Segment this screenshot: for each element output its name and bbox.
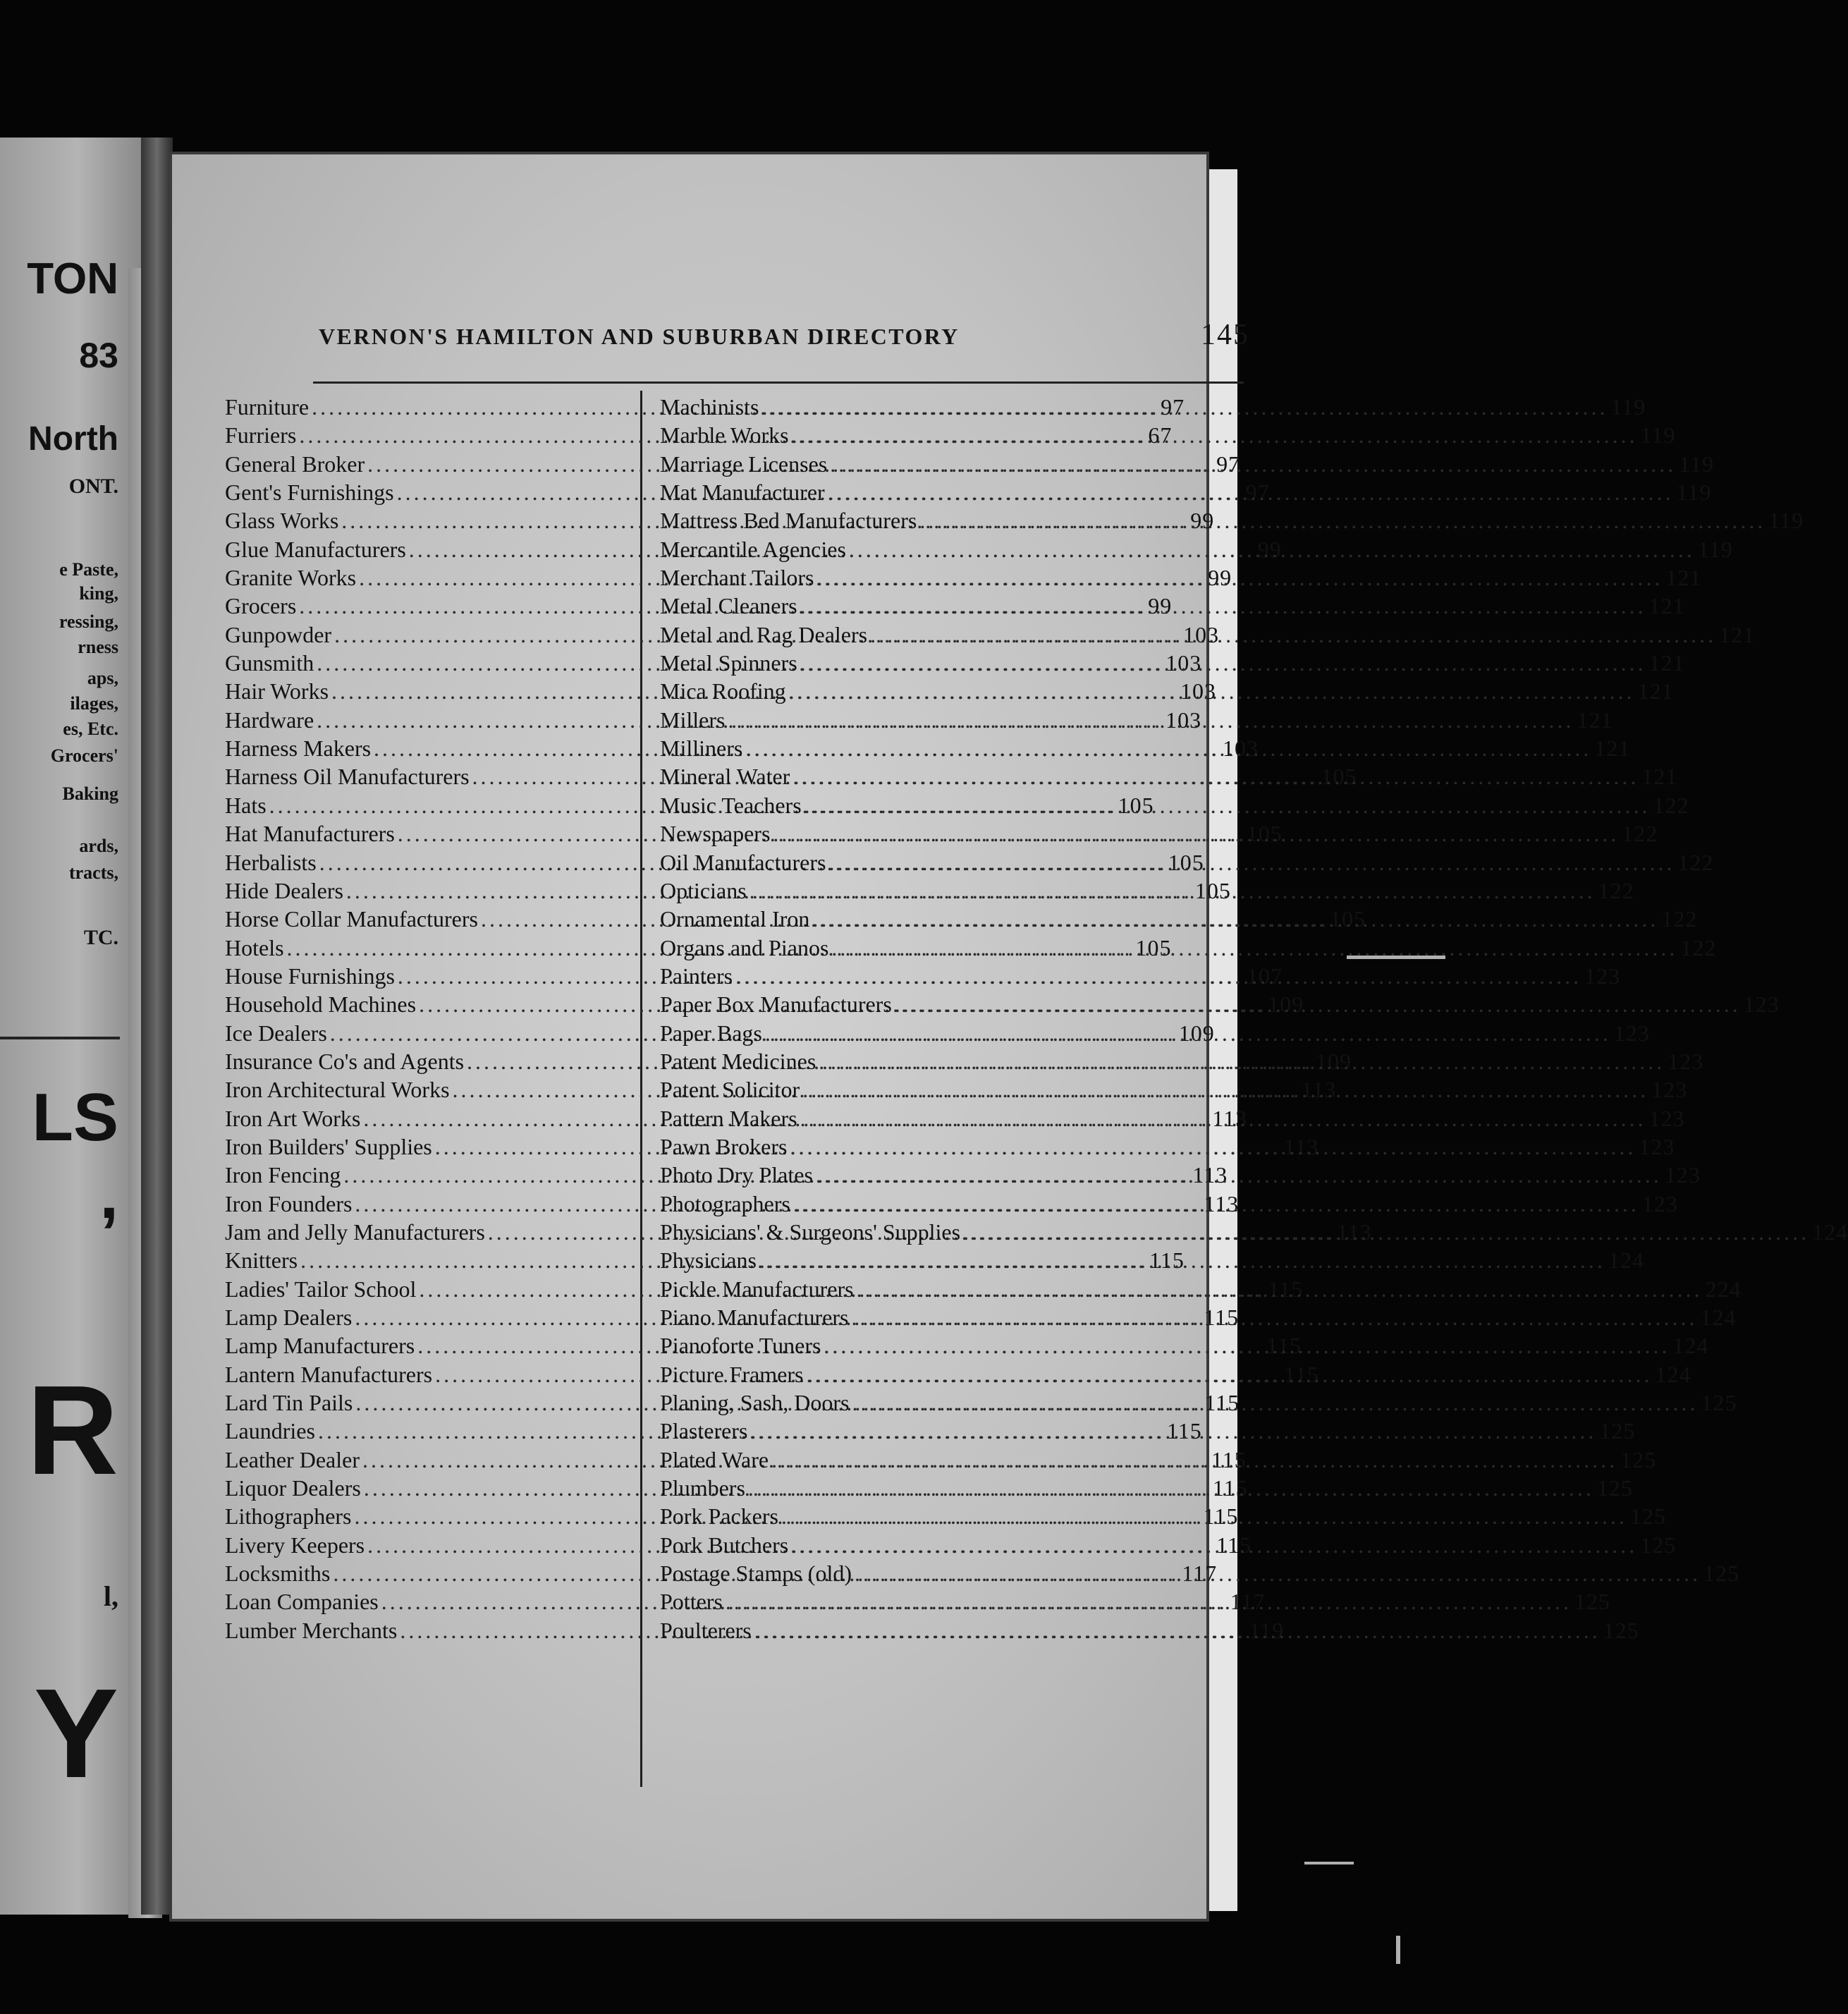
entry-page-number: 119 [1679,451,1715,477]
entry-page-number: 113 [1192,1162,1228,1188]
entry-name: Hide Dealers [225,877,343,903]
entry-page-number: 122 [1680,934,1717,960]
entry-name: Mat Manufacturer [660,480,825,506]
dot-leader [802,1077,1648,1103]
entry-name: Leather Dealer [225,1446,360,1472]
entry-page-number: 115 [1212,1475,1248,1501]
entry-page-number: 109 [1178,1020,1215,1046]
entry-name: Marble Works [660,422,789,448]
entry-name: Organs and Pianos [660,934,829,960]
entry-page-number: 121 [1641,764,1678,790]
entry-page-number: 119 [1610,394,1646,420]
entry-name: Glue Manufacturers [225,536,406,562]
entry-page-number: 123 [1664,1162,1701,1188]
entry-name: Pork Butchers [660,1532,789,1558]
dot-leader [828,850,1675,876]
dot-leader [749,878,1596,904]
adjacent-page-text: aps, [87,668,118,688]
entry-name: Piano Manufacturers [660,1305,849,1330]
adjacent-page-text: tracts, [68,862,118,883]
dot-leader [759,1247,1605,1274]
entry-page-number: 121 [1594,736,1631,762]
entry-name: Picture Framers [660,1361,804,1387]
entry-page-number: 67 [1148,422,1173,448]
entry-name: Locksmiths [225,1561,331,1587]
entry-page-number: 99 [1148,593,1173,619]
entry-page-number: 121 [1648,650,1685,676]
entry-page-number: 121 [1577,707,1613,733]
entry-page-number: 125 [1629,1503,1666,1530]
entry-page-number: 122 [1622,821,1658,847]
entry-page-number: 109 [1268,991,1304,1018]
entry-name: Paper Box Manufacturers [660,991,892,1018]
entry-name: Potters [660,1589,723,1615]
entry-page-number: 105 [1194,877,1231,903]
entry-name: Machinists [660,394,759,420]
entry-name: General Broker [225,451,365,477]
entry-page-number: 117 [1230,1589,1266,1615]
entry-page-number: 105 [1118,792,1154,818]
dot-leader [895,991,1741,1018]
entry-name: Metal Spinners [660,650,797,676]
entry-page-number: 124 [1608,1247,1644,1274]
entry-page-number: 119 [1249,1617,1285,1643]
entry-page-number: 125 [1574,1589,1610,1615]
entry-page-number: 99 [1257,536,1282,562]
page-number: 145 [1201,319,1249,351]
entry-name: Horse Collar Manufacturers [225,906,478,932]
entry-name: Furriers [225,422,297,448]
entry-name: Lard Tin Pails [225,1390,353,1416]
entry-page-number: 119 [1697,536,1733,562]
entry-name: Livery Keepers [225,1532,365,1558]
page-header-title: VERNON'S HAMILTON AND SUBURBAN DIRECTORY [319,324,960,349]
entry-name: House Furnishings [225,963,395,989]
entry-page-number: 99 [1208,565,1232,591]
entry-name: Mica Roofing [660,678,786,704]
entry-name: Postage Stamps (old) [660,1561,852,1587]
entry-page-number: 113 [1212,1105,1248,1131]
dot-leader [791,1532,1637,1558]
entry-page-number: 125 [1703,1561,1739,1587]
entry-page-number: 115 [1284,1361,1319,1387]
entry-name: Pattern Makers [660,1105,797,1131]
entry-page-number: 119 [1768,508,1804,534]
entry-name: Planing, Sash, Doors [660,1390,850,1416]
dot-leader [761,394,1608,420]
entry-page-number: 121 [1665,565,1702,591]
entry-page-number: 117 [1182,1561,1218,1587]
adjacent-page-fragment [0,138,141,1915]
entry-page-number: 103 [1223,736,1259,762]
entry-page-number: 121 [1719,621,1756,647]
entry-name: Poulterers [660,1617,752,1643]
entry-page-number: 125 [1596,1475,1633,1501]
dot-leader [726,1589,1572,1615]
dot-leader [851,1305,1697,1331]
entry-name: Patent Solicitor [660,1077,800,1103]
entry-page-number: 97 [1245,480,1270,506]
dot-leader [728,707,1574,733]
entry-page-number: 107 [1246,963,1283,989]
entry-page-number: 109 [1316,1048,1352,1074]
entry-page-number: 125 [1701,1390,1737,1416]
entry-name: Granite Works [225,565,357,591]
entry-name: Gunpowder [225,621,332,647]
entry-page-number: 115 [1149,1247,1185,1274]
adjacent-page-text: 83 [79,336,118,375]
entry-name: Milliners [660,736,743,762]
entry-name: Hat Manufacturers [225,821,395,847]
adjacent-page-text: es, Etc. [63,719,118,739]
adjacent-page-text: Baking [62,783,118,804]
entry-page-number: 103 [1183,621,1220,647]
dot-leader [771,1447,1617,1473]
entry-page-number: 123 [1641,1190,1678,1216]
entry-page-number: 105 [1168,849,1204,875]
entry-page-number: 105 [1135,934,1172,960]
dot-leader [750,1418,1596,1444]
entry-name: Ladies' Tailor School [225,1276,417,1302]
entry-name: Lamp Dealers [225,1305,353,1330]
entry-name: Loan Companies [225,1589,379,1615]
book-gutter [141,138,173,1915]
scan-artifact [1347,956,1445,959]
entry-page-number: 123 [1639,1133,1675,1159]
entry-page-number: 122 [1677,849,1714,875]
adjacent-page-text: LS [32,1080,118,1155]
header-rule [313,382,1244,384]
dot-leader [793,1191,1639,1217]
entry-name: Hats [225,792,267,818]
entry-name: Iron Founders [225,1190,353,1216]
dot-leader [754,1618,1601,1644]
entry-name: Ornamental Iron [660,906,810,932]
entry-page-number: 123 [1613,1020,1650,1046]
entry-page-number: 115 [1211,1446,1247,1472]
adjacent-page-text: ilages, [70,693,118,714]
entry-name: Household Machines [225,991,417,1018]
entry-name: Mercantile Agencies [660,536,846,562]
entry-name: Hair Works [225,678,329,704]
dot-leader [773,821,1619,847]
entry-page-number: 124 [1655,1361,1691,1387]
dot-leader [792,422,1638,448]
entry-page-number: 121 [1637,678,1674,704]
dot-leader [800,1106,1646,1132]
entry-name: Opticians [660,877,747,903]
entry-page-number: 122 [1598,877,1634,903]
entry-page-number: 124 [1672,1333,1709,1359]
entry-name: Pianoforte Tuners [660,1333,821,1359]
entry-name: Harness Makers [225,736,372,762]
entry-name: Merchant Tailors [660,565,814,591]
adjacent-page-text: ards, [79,836,118,856]
entry-page-number: 123 [1648,1105,1685,1131]
entry-page-number: 119 [1640,422,1676,448]
entry-page-number: 105 [1329,906,1366,932]
entry-name: Insurance Co's and Agents [225,1048,465,1074]
dot-leader [855,1561,1701,1587]
entry-name: Hotels [225,934,284,960]
entry-name: Pickle Manufacturers [660,1276,854,1302]
entry-page-number: 113 [1336,1219,1372,1245]
entry-page-number: 125 [1603,1617,1639,1643]
entry-page-number: 99 [1190,508,1215,534]
entry-page-number: 113 [1283,1133,1319,1159]
entry-name: Mineral Water [660,764,790,790]
entry-page-number: 115 [1204,1305,1240,1330]
entry-name: Lantern Manufacturers [225,1361,433,1387]
adjacent-page-text: TON [27,255,118,303]
dot-leader [819,1049,1665,1075]
entry-name: Metal and Rag Dealers [660,621,868,647]
adjacent-page-text: rness [78,637,118,657]
entry-page-number: 123 [1743,991,1780,1018]
entry-name: Paper Bags [660,1020,762,1046]
entry-name: Plasterers [660,1418,748,1444]
entry-name: Painters [660,963,733,989]
dot-leader [816,565,1663,591]
entry-name: Glass Works [225,508,339,534]
adjacent-page-text: e Paste, [59,559,118,580]
entry-page-number: 123 [1651,1077,1688,1103]
adjacent-page-text: North [28,420,118,458]
entry-name: Gent's Furnishings [225,480,394,506]
entry-page-number: 124 [1812,1219,1848,1245]
entry-page-number: 115 [1266,1333,1302,1359]
adjacent-page-text: ONT. [68,475,118,498]
dot-leader [849,537,1695,563]
entry-page-number: 115 [1268,1276,1304,1302]
entry-page-number: 115 [1204,1390,1240,1416]
entry-page-number: 123 [1668,1048,1704,1074]
entry-name: Marriage Licenses [660,451,828,477]
dot-leader [831,935,1677,961]
entry-name: Hardware [225,707,314,733]
dot-leader [828,480,1674,506]
entry-name: Millers [660,707,726,733]
entry-page-number: 113 [1204,1190,1240,1216]
entry-name: Newspapers [660,821,771,847]
entry-name: Harness Oil Manufacturers [225,764,470,790]
entry-page-number: 115 [1216,1532,1252,1558]
entry-page-number: 103 [1165,650,1202,676]
entry-name: Photo Dry Plates [660,1162,813,1188]
entry-name: Ice Dealers [225,1020,327,1046]
entry-page-number: 105 [1321,764,1357,790]
dot-leader [857,1276,1703,1302]
entry-name: Lamp Manufacturers [225,1333,415,1359]
entry-name: Patent Medicines [660,1048,816,1074]
entry-name: Physicians' & Surgeons' Supplies [660,1219,961,1245]
entry-name: Laundries [225,1418,315,1444]
dot-leader [790,1134,1636,1160]
entry-page-number: 115 [1166,1418,1202,1444]
adjacent-page-text: TC. [83,926,118,949]
scan-artifact [1304,1862,1354,1865]
entry-name: Gunsmith [225,650,314,676]
entry-name: Liquor Dealers [225,1475,361,1501]
dot-leader [800,593,1646,619]
dot-leader [804,793,1651,819]
entry-name: Jam and Jelly Manufacturers [225,1219,485,1245]
entry-name: Lithographers [225,1503,352,1530]
adjacent-page-text: ressing, [59,611,118,632]
entry-name: Furniture [225,394,310,420]
dot-leader [765,1020,1611,1046]
dot-leader [789,678,1635,704]
entry-page-number: 125 [1599,1418,1636,1444]
scan-artifact [1396,1936,1400,1964]
entry-page-number: 122 [1653,792,1689,818]
adjacent-page-text: R [27,1360,118,1501]
entry-page-number: 125 [1640,1532,1677,1558]
entry-name: Mattress Bed Manufacturers [660,508,917,534]
entry-page-number: 121 [1648,593,1685,619]
entry-page-number: 115 [1203,1503,1239,1530]
dot-leader [852,1390,1698,1416]
dot-leader [735,963,1581,989]
entry-page-number: 224 [1705,1276,1742,1302]
adjacent-page-text: , [99,1157,118,1233]
dot-leader [816,1162,1662,1188]
adjacent-page-text: Y [33,1663,118,1805]
dot-leader [800,650,1646,676]
entry-name: Plated Ware [660,1446,769,1472]
dot-leader [824,1333,1670,1359]
entry-page-number: 122 [1661,906,1698,932]
adjacent-page-text: l, [103,1580,118,1612]
entry-name: Lumber Merchants [225,1617,398,1643]
entry-page-number: 125 [1620,1446,1657,1472]
entry-page-number: 119 [1676,480,1712,506]
entry-page-number: 113 [1301,1077,1337,1103]
dot-leader [807,1362,1653,1388]
entry-page-number: 103 [1165,707,1202,733]
entry-name: Physicians [660,1247,757,1274]
entry-name: Iron Architectural Works [225,1077,450,1103]
entry-name: Pork Packers [660,1503,778,1530]
entry-page-number: 123 [1584,963,1621,989]
dot-leader [748,1475,1594,1501]
entry-page-number: 97 [1161,394,1185,420]
entry-page-number: 103 [1180,678,1217,704]
dot-leader [793,764,1639,790]
adjacent-page-rule [0,1037,120,1039]
entry-name: Plumbers [660,1475,745,1501]
entry-page-number: 97 [1216,451,1241,477]
entry-page-number: 105 [1246,821,1283,847]
dot-leader [919,508,1766,534]
dot-leader [870,622,1716,648]
entry-name: Metal Cleaners [660,593,797,619]
entry-name: Knitters [225,1247,298,1274]
entry-name: Iron Fencing [225,1162,341,1188]
entry-name: Herbalists [225,849,317,875]
entry-name: Iron Art Works [225,1105,361,1131]
dot-leader [963,1219,1809,1245]
entry-name: Pawn Brokers [660,1133,788,1159]
entry-page-number: 124 [1700,1305,1737,1330]
adjacent-page-text: king, [79,583,118,604]
entry-name: Photographers [660,1190,790,1216]
directory-page [169,152,1848,1922]
entry-name: Music Teachers [660,792,802,818]
dot-leader [830,451,1676,477]
dot-leader [812,906,1658,932]
entry-name: Oil Manufacturers [660,849,826,875]
dot-leader [781,1503,1627,1530]
entry-name: Iron Builders' Supplies [225,1133,432,1159]
adjacent-page-text: Grocers' [50,745,118,766]
dot-leader [745,736,1591,762]
entry-name: Grocers [225,593,297,619]
